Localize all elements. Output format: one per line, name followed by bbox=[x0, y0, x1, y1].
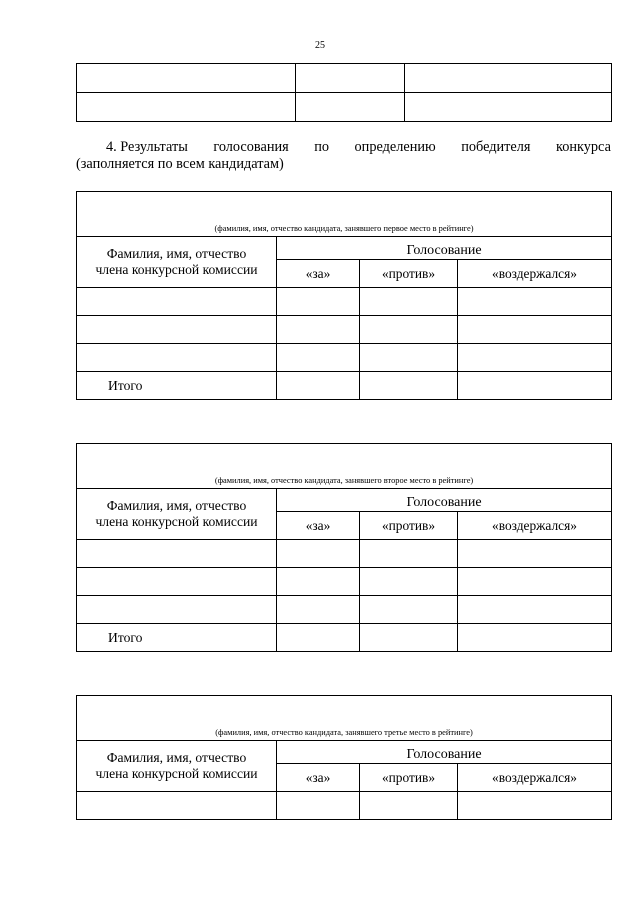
header-row bbox=[77, 237, 612, 260]
candidate-row bbox=[77, 444, 612, 489]
member-name-header bbox=[77, 489, 277, 540]
table-row bbox=[77, 540, 612, 568]
table-cell bbox=[77, 568, 277, 596]
table-cell bbox=[296, 64, 405, 93]
continued-table bbox=[76, 63, 612, 122]
table-row bbox=[77, 596, 612, 624]
table-cell bbox=[458, 596, 612, 624]
table-cell bbox=[360, 792, 458, 820]
voting-table-third-place bbox=[76, 695, 612, 820]
table-cell bbox=[458, 568, 612, 596]
table-row bbox=[77, 288, 612, 316]
candidate-caption: (фамилия, имя, отчество кандидата, занявшего первое место в рейтинге) bbox=[77, 192, 612, 237]
table-cell bbox=[360, 624, 458, 652]
table-cell bbox=[277, 568, 360, 596]
table-row bbox=[77, 93, 612, 122]
table-cell bbox=[77, 316, 277, 344]
table-cell bbox=[296, 93, 405, 122]
option-against: «против» bbox=[360, 512, 458, 540]
table-cell bbox=[405, 93, 612, 122]
table-cell bbox=[458, 344, 612, 372]
table-cell bbox=[77, 344, 277, 372]
member-name-header-line1: Фамилия, имя, отчество bbox=[106, 498, 247, 513]
table-cell bbox=[277, 372, 360, 400]
candidate-caption: (фамилия, имя, отчество кандидата, занявшего второе место в рейтинге) bbox=[77, 444, 612, 489]
option-against: «против» bbox=[360, 260, 458, 288]
table-cell bbox=[77, 288, 277, 316]
option-abstained: «воздержался» bbox=[458, 764, 612, 792]
heading-word: определению bbox=[354, 139, 436, 155]
voting-header: Голосование bbox=[277, 741, 612, 764]
member-name-header-line1: Фамилия, имя, отчество bbox=[106, 246, 247, 261]
heading-word: конкурса bbox=[556, 139, 611, 155]
table-cell bbox=[458, 316, 612, 344]
total-row bbox=[77, 372, 612, 400]
table-cell bbox=[458, 540, 612, 568]
voting-table-second-place bbox=[76, 443, 612, 652]
table-cell bbox=[277, 316, 360, 344]
heading-word: победителя bbox=[461, 139, 531, 155]
member-name-header bbox=[77, 741, 277, 792]
table-cell bbox=[458, 288, 612, 316]
heading-word: по bbox=[314, 139, 330, 155]
member-name-header-line2: члена конкурсной комиссии bbox=[95, 514, 258, 529]
table-cell bbox=[277, 344, 360, 372]
table-row bbox=[77, 64, 612, 93]
table-cell bbox=[360, 344, 458, 372]
table-row bbox=[77, 316, 612, 344]
section-heading bbox=[76, 139, 611, 173]
voting-table-first-place bbox=[76, 191, 612, 400]
voting-header: Голосование bbox=[277, 489, 612, 512]
total-label: Итого bbox=[77, 624, 277, 652]
candidate-caption: (фамилия, имя, отчество кандидата, занявшего третье место в рейтинге) bbox=[77, 696, 612, 741]
option-for: «за» bbox=[277, 512, 360, 540]
table-cell bbox=[458, 624, 612, 652]
table-cell bbox=[405, 64, 612, 93]
header-row bbox=[77, 741, 612, 764]
table-cell bbox=[77, 93, 296, 122]
table-cell bbox=[77, 596, 277, 624]
table-cell bbox=[458, 372, 612, 400]
total-row bbox=[77, 624, 612, 652]
table-cell bbox=[277, 792, 360, 820]
candidate-row bbox=[77, 696, 612, 741]
table-cell bbox=[277, 288, 360, 316]
page-number: 25 bbox=[315, 40, 325, 51]
table-cell bbox=[277, 540, 360, 568]
table-cell bbox=[77, 792, 277, 820]
table-cell bbox=[77, 540, 277, 568]
heading-word: голосования bbox=[213, 139, 289, 155]
voting-header: Голосование bbox=[277, 237, 612, 260]
table-cell bbox=[77, 64, 296, 93]
table-cell bbox=[360, 316, 458, 344]
table-cell bbox=[360, 568, 458, 596]
table-cell bbox=[360, 540, 458, 568]
member-name-header-line1: Фамилия, имя, отчество bbox=[106, 750, 247, 765]
option-abstained: «воздержался» bbox=[458, 512, 612, 540]
heading-word: 4. Результаты bbox=[106, 139, 188, 155]
table-row bbox=[77, 344, 612, 372]
table-cell bbox=[277, 596, 360, 624]
section-heading-line1 bbox=[76, 139, 611, 156]
table-cell bbox=[360, 288, 458, 316]
option-for: «за» bbox=[277, 260, 360, 288]
total-label: Итого bbox=[77, 372, 277, 400]
member-name-header-line2: члена конкурсной комиссии bbox=[95, 262, 258, 277]
table-row bbox=[77, 792, 612, 820]
table-cell bbox=[360, 596, 458, 624]
table-cell bbox=[458, 792, 612, 820]
candidate-row bbox=[77, 192, 612, 237]
member-name-header-line2: члена конкурсной комиссии bbox=[95, 766, 258, 781]
option-against: «против» bbox=[360, 764, 458, 792]
option-abstained: «воздержался» bbox=[458, 260, 612, 288]
table-row bbox=[77, 568, 612, 596]
member-name-header bbox=[77, 237, 277, 288]
table-cell bbox=[277, 624, 360, 652]
header-row bbox=[77, 489, 612, 512]
section-heading-line2: (заполняется по всем кандидатам) bbox=[76, 156, 284, 172]
option-for: «за» bbox=[277, 764, 360, 792]
table-cell bbox=[360, 372, 458, 400]
